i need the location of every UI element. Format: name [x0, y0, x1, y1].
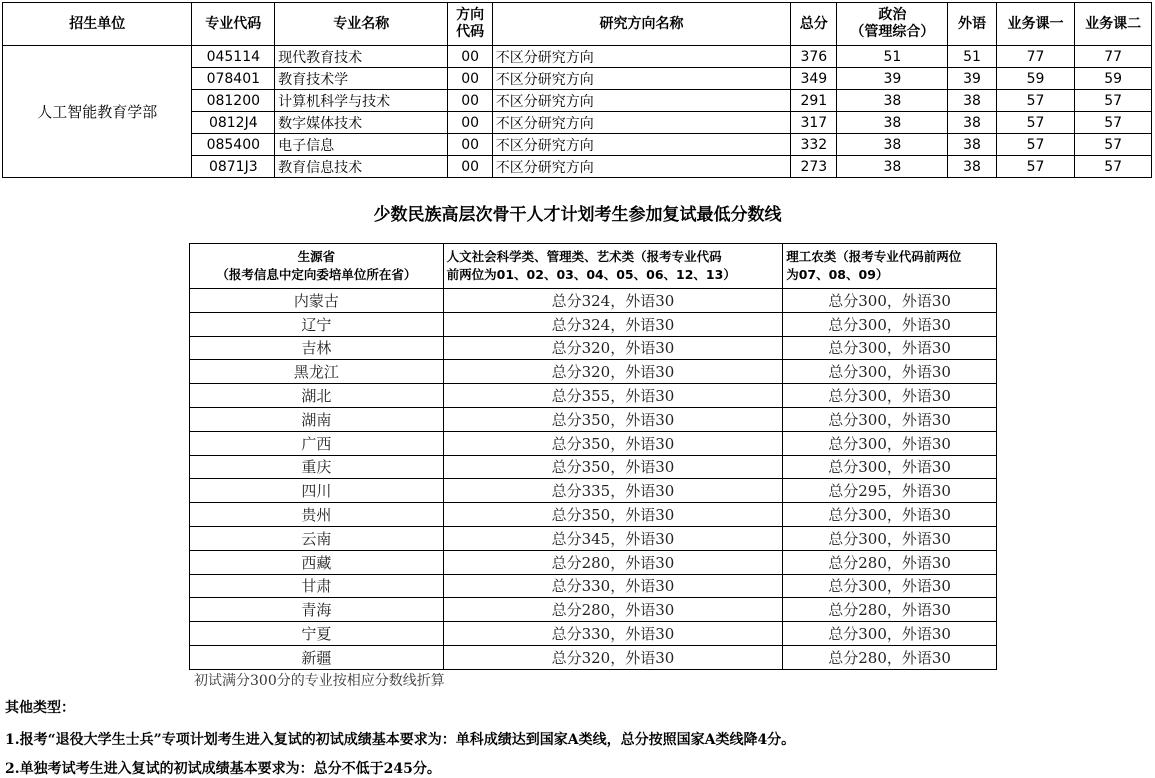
- humanities-score-cell: 总分320，外语30: [443, 360, 783, 384]
- other-item-2: 2.单独考试考生进入复试的初试成绩基本要求为：总分不低于245分。: [5, 761, 441, 777]
- foreign-score-cell: 51: [948, 46, 996, 68]
- footnote: 初试满分300分的专业按相应分数线折算: [194, 673, 445, 689]
- major-name-cell: 教育技术学: [275, 68, 448, 90]
- unit-name: 人工智能教育学部: [3, 46, 192, 178]
- province-cell: 内蒙古: [190, 289, 444, 313]
- header-politics: 政治 （管理综合）: [837, 3, 948, 46]
- header-direction-name: 研究方向名称: [492, 3, 790, 46]
- header-major-name: 专业名称: [275, 3, 448, 46]
- major-name-cell: 现代教育技术: [275, 46, 448, 68]
- major-name-cell: 计算机科学与技术: [275, 90, 448, 112]
- province-cell: 甘肃: [190, 574, 444, 598]
- science-score-cell: 总分300，外语30: [783, 336, 997, 360]
- table-row: [190, 407, 997, 431]
- foreign-score-cell: 38: [948, 134, 996, 156]
- humanities-score-cell: 总分320，外语30: [443, 336, 783, 360]
- politics-score-cell: 38: [837, 90, 948, 112]
- minority-section-title: 少数民族高层次骨干人才计划考生参加复试最低分数线: [373, 205, 782, 225]
- humanities-score-cell: 总分350，外语30: [443, 455, 783, 479]
- header-province: 生源省 （报考信息中定向委培单位所在省）: [190, 244, 444, 289]
- humanities-score-cell: 总分330，外语30: [443, 622, 783, 646]
- province-cell: 青海: [190, 598, 444, 622]
- politics-score-cell: 38: [837, 112, 948, 134]
- course2-score-cell: 77: [1075, 46, 1152, 68]
- header-foreign-language: 外语: [948, 3, 996, 46]
- table-row: [190, 479, 997, 503]
- total-score-cell: 273: [791, 156, 837, 178]
- science-score-cell: 总分295，外语30: [783, 479, 997, 503]
- direction-code-cell: 00: [448, 68, 492, 90]
- humanities-score-cell: 总分350，外语30: [443, 431, 783, 455]
- course2-score-cell: 59: [1075, 68, 1152, 90]
- direction-name-cell: 不区分研究方向: [492, 112, 790, 134]
- science-score-cell: 总分300，外语30: [783, 360, 997, 384]
- minority-score-table: [189, 243, 997, 670]
- course1-score-cell: 57: [996, 134, 1075, 156]
- header-total: 总分: [791, 3, 837, 46]
- total-score-cell: 332: [791, 134, 837, 156]
- major-code-cell: 078401: [192, 68, 275, 90]
- province-cell: 四川: [190, 479, 444, 503]
- science-score-cell: 总分300，外语30: [783, 574, 997, 598]
- course2-score-cell: 57: [1075, 156, 1152, 178]
- province-cell: 辽宁: [190, 312, 444, 336]
- science-score-cell: 总分280，外语30: [783, 550, 997, 574]
- table-row: [190, 336, 997, 360]
- foreign-score-cell: 38: [948, 112, 996, 134]
- major-code-cell: 0871J3: [192, 156, 275, 178]
- province-cell: 贵州: [190, 503, 444, 527]
- table-row: [190, 360, 997, 384]
- admission-score-table: [2, 2, 1152, 178]
- humanities-score-cell: 总分335，外语30: [443, 479, 783, 503]
- province-cell: 吉林: [190, 336, 444, 360]
- course1-score-cell: 57: [996, 90, 1075, 112]
- province-cell: 湖南: [190, 407, 444, 431]
- major-code-cell: 045114: [192, 46, 275, 68]
- direction-name-cell: 不区分研究方向: [492, 134, 790, 156]
- science-score-cell: 总分300，外语30: [783, 312, 997, 336]
- science-score-cell: 总分300，外语30: [783, 431, 997, 455]
- other-item-1: 1.报考“退役大学生士兵”专项计划考生进入复试的初试成绩基本要求为：单科成绩达到国家A类线，总分按照国家A类线降4分。: [5, 732, 796, 748]
- science-score-cell: 总分300，外语30: [783, 622, 997, 646]
- humanities-score-cell: 总分355，外语30: [443, 384, 783, 408]
- province-cell: 西藏: [190, 550, 444, 574]
- course1-score-cell: 59: [996, 68, 1075, 90]
- direction-name-cell: 不区分研究方向: [492, 90, 790, 112]
- province-cell: 广西: [190, 431, 444, 455]
- course1-score-cell: 57: [996, 156, 1075, 178]
- header-unit: 招生单位: [3, 3, 192, 46]
- science-score-cell: 总分300，外语30: [783, 503, 997, 527]
- humanities-score-cell: 总分330，外语30: [443, 574, 783, 598]
- major-name-cell: 教育信息技术: [275, 156, 448, 178]
- province-cell: 新疆: [190, 645, 444, 669]
- direction-code-cell: 00: [448, 112, 492, 134]
- table-row: [190, 526, 997, 550]
- science-score-cell: 总分300，外语30: [783, 384, 997, 408]
- major-code-cell: 0812J4: [192, 112, 275, 134]
- header-course-1: 业务课一: [996, 3, 1075, 46]
- humanities-score-cell: 总分280，外语30: [443, 550, 783, 574]
- province-cell: 重庆: [190, 455, 444, 479]
- minority-header-row: [190, 244, 997, 289]
- direction-code-cell: 00: [448, 46, 492, 68]
- humanities-score-cell: 总分320，外语30: [443, 645, 783, 669]
- province-cell: 宁夏: [190, 622, 444, 646]
- table-row: [3, 46, 1152, 68]
- humanities-score-cell: 总分345，外语30: [443, 526, 783, 550]
- direction-name-cell: 不区分研究方向: [492, 68, 790, 90]
- table-row: [190, 289, 997, 313]
- table-row: [190, 503, 997, 527]
- total-score-cell: 349: [791, 68, 837, 90]
- major-name-cell: 数字媒体技术: [275, 112, 448, 134]
- science-score-cell: 总分300，外语30: [783, 455, 997, 479]
- humanities-score-cell: 总分280，外语30: [443, 598, 783, 622]
- direction-code-cell: 00: [448, 156, 492, 178]
- province-cell: 湖北: [190, 384, 444, 408]
- course2-score-cell: 57: [1075, 112, 1152, 134]
- science-score-cell: 总分300，外语30: [783, 407, 997, 431]
- table-row: [190, 645, 997, 669]
- table-row: [190, 431, 997, 455]
- foreign-score-cell: 38: [948, 156, 996, 178]
- politics-score-cell: 39: [837, 68, 948, 90]
- total-score-cell: 317: [791, 112, 837, 134]
- header-course-2: 业务课二: [1075, 3, 1152, 46]
- humanities-score-cell: 总分324，外语30: [443, 312, 783, 336]
- foreign-score-cell: 39: [948, 68, 996, 90]
- politics-score-cell: 38: [837, 156, 948, 178]
- table-row: [190, 455, 997, 479]
- total-score-cell: 376: [791, 46, 837, 68]
- course1-score-cell: 77: [996, 46, 1075, 68]
- table-row: [190, 622, 997, 646]
- major-name-cell: 电子信息: [275, 134, 448, 156]
- course1-score-cell: 57: [996, 112, 1075, 134]
- table-row: [190, 598, 997, 622]
- course2-score-cell: 57: [1075, 90, 1152, 112]
- total-score-cell: 291: [791, 90, 837, 112]
- header-science: 理工农类（报考专业代码前两位 为07、08、09）: [783, 244, 997, 289]
- table-row: [190, 312, 997, 336]
- science-score-cell: 总分280，外语30: [783, 645, 997, 669]
- header-major-code: 专业代码: [192, 3, 275, 46]
- major-code-cell: 081200: [192, 90, 275, 112]
- politics-score-cell: 51: [837, 46, 948, 68]
- humanities-score-cell: 总分350，外语30: [443, 407, 783, 431]
- major-code-cell: 085400: [192, 134, 275, 156]
- direction-code-cell: 00: [448, 134, 492, 156]
- direction-name-cell: 不区分研究方向: [492, 156, 790, 178]
- table-row: [190, 550, 997, 574]
- humanities-score-cell: 总分350，外语30: [443, 503, 783, 527]
- top-table-header-row: [3, 3, 1152, 46]
- table-row: [190, 384, 997, 408]
- science-score-cell: 总分300，外语30: [783, 526, 997, 550]
- direction-code-cell: 00: [448, 90, 492, 112]
- header-humanities: 人文社会科学类、管理类、艺术类（报考专业代码 前两位为01、02、03、04、05、06、12、13）: [443, 244, 783, 289]
- humanities-score-cell: 总分324，外语30: [443, 289, 783, 313]
- province-cell: 云南: [190, 526, 444, 550]
- science-score-cell: 总分300，外语30: [783, 289, 997, 313]
- science-score-cell: 总分280，外语30: [783, 598, 997, 622]
- other-types-title: 其他类型：: [5, 700, 75, 716]
- province-cell: 黑龙江: [190, 360, 444, 384]
- header-direction-code: 方向 代码: [448, 3, 492, 46]
- course2-score-cell: 57: [1075, 134, 1152, 156]
- direction-name-cell: 不区分研究方向: [492, 46, 790, 68]
- foreign-score-cell: 38: [948, 90, 996, 112]
- table-row: [190, 574, 997, 598]
- politics-score-cell: 38: [837, 134, 948, 156]
